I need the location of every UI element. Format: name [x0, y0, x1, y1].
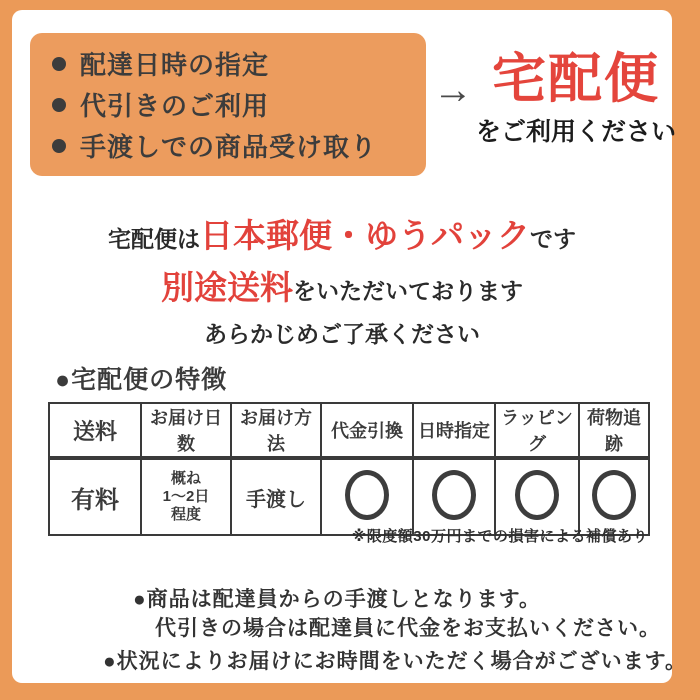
available-circle-icon [432, 470, 476, 520]
fee-cell: 有料 [49, 458, 141, 535]
notice-text: です [530, 226, 576, 252]
column-header: 日時指定 [413, 403, 495, 458]
notice-text: 宅配便は [108, 226, 200, 252]
available-circle-icon [345, 470, 389, 520]
table-header-row [49, 403, 649, 458]
table-footnote: ※限度額30万円までの損害による補償あり [351, 528, 648, 545]
promo-item-label: 手渡しでの商品受け取り [80, 132, 378, 162]
list-item [52, 127, 416, 164]
days-line: 程度 [170, 506, 201, 523]
headline [462, 48, 690, 148]
bottom-note: ●商品は配達員からの手渡しとなります。 [133, 588, 542, 611]
notice-text: あらかじめご了承ください [204, 321, 480, 347]
headline-subtitle: をご利用ください [475, 118, 676, 147]
notice-highlight: 日本郵便・ゆうパック [200, 217, 530, 254]
days-line: 概ね [170, 470, 201, 487]
column-header: お届け方法 [231, 403, 321, 458]
section-title: ●宅配便の特徴 [55, 366, 228, 394]
bullet-icon [52, 98, 66, 112]
promo-item-label: 配達日時の指定 [80, 50, 270, 80]
notice-line-2 [12, 262, 672, 309]
bottom-note: 代引きの場合は配達員に代金をお支払いください。 [155, 617, 661, 640]
method-cell: 手渡し [231, 458, 321, 535]
notice-text: をいただいております [293, 278, 523, 304]
list-item [52, 86, 416, 123]
days-line: 1〜2日 [162, 488, 210, 505]
available-circle-icon [592, 470, 636, 520]
promo-item-label: 代引きのご利用 [80, 91, 270, 121]
column-header: お届け日数 [141, 403, 231, 458]
list-item [52, 45, 416, 82]
days-cell [141, 458, 231, 535]
available-cell [495, 458, 579, 535]
column-header: 代金引換 [321, 403, 413, 458]
notice-line-1 [12, 210, 672, 257]
bullet-icon [52, 139, 66, 153]
column-header: ラッピング [495, 403, 579, 458]
right-arrow-icon: → [433, 68, 473, 112]
headline-title: 宅配便 [492, 49, 660, 109]
bottom-note: ●状況によりお届けにお時間をいただく場合がございます。 [103, 650, 688, 673]
column-header: 荷物追跡 [579, 403, 649, 458]
notice-highlight: 別途送料 [161, 269, 293, 306]
notice-line-3 [12, 316, 672, 349]
features-table [48, 402, 650, 536]
available-cell [321, 458, 413, 535]
column-header: 送料 [49, 403, 141, 458]
available-cell [579, 458, 649, 535]
available-cell [413, 458, 495, 535]
bullet-icon [52, 57, 66, 71]
available-circle-icon [515, 470, 559, 520]
table-row [49, 458, 649, 535]
promo-box [30, 33, 426, 176]
